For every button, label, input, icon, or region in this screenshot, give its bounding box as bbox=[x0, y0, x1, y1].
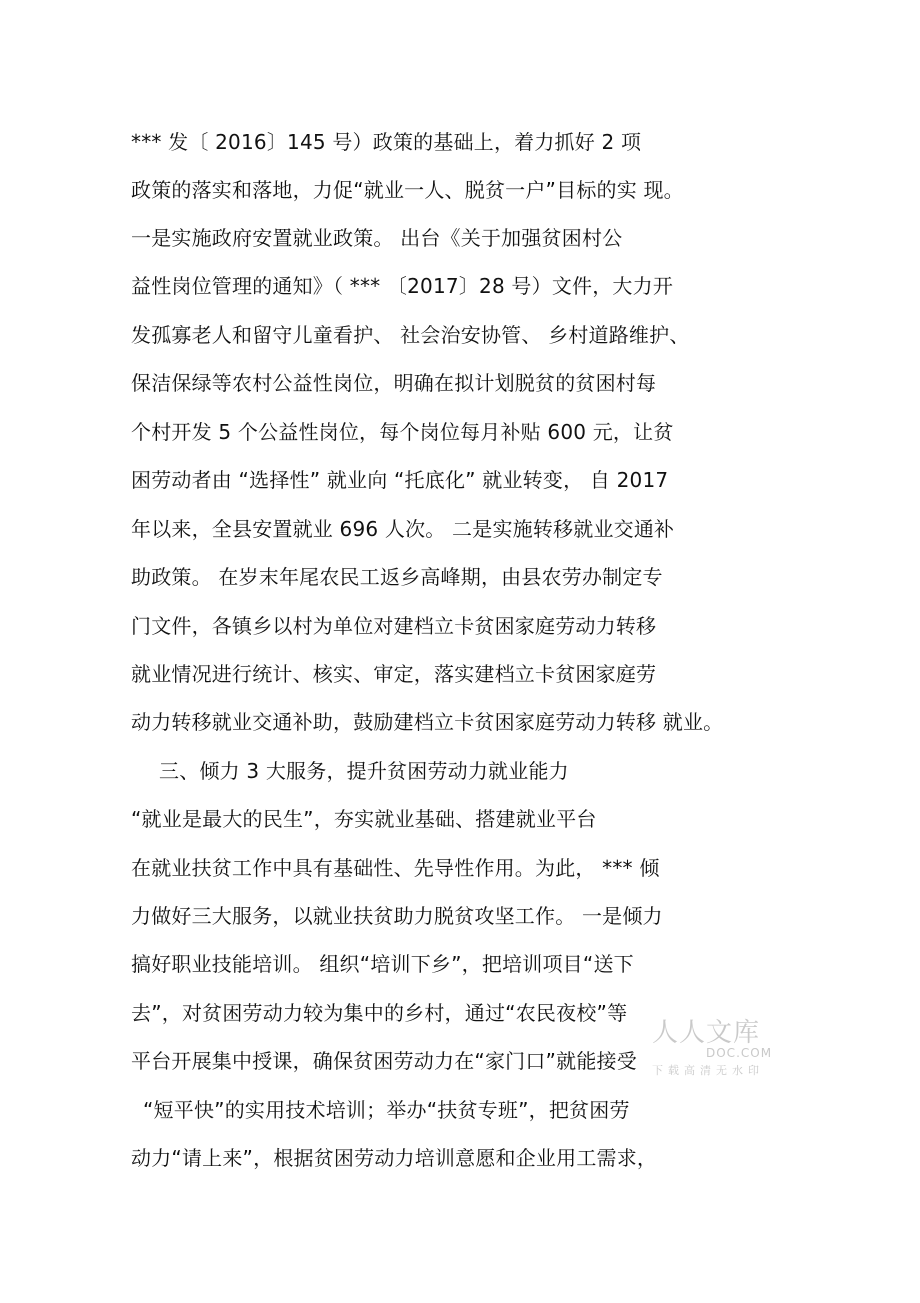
text-line: 去”，对贫困劳动力较为集中的乡村，通过“农民夜校”等 bbox=[131, 1001, 628, 1025]
section-heading: 三、倾力 3 大服务，提升贫困劳动力就业能力 bbox=[159, 759, 569, 783]
text-line: 发孤寡老人和留守儿童看护、 社会治安协管、 乡村道路维护、 bbox=[131, 323, 690, 347]
text-line: 就业情况进行统计、核实、审定，落实建档立卡贫困家庭劳 bbox=[131, 662, 657, 686]
text-line: 平台开展集中授课，确保贫困劳动力在“家门口”就能接受 bbox=[131, 1049, 637, 1073]
text-line: “短平快”的实用技术培训；举办“扶贫专班”，把贫困劳 bbox=[143, 1098, 630, 1122]
watermark-logo: 人人文库 bbox=[652, 1018, 761, 1048]
text-line: 搞好职业技能培训。 组织“培训下乡”，把培训项目“送下 bbox=[131, 952, 634, 976]
watermark-domain: DOC.COM bbox=[706, 1046, 773, 1060]
text-line: 动力转移就业交通补助，鼓励建档立卡贫困家庭劳动力转移 就业。 bbox=[131, 710, 724, 734]
text-line: 年以来，全县安置就业 696 人次。 二是实施转移就业交通补 bbox=[131, 517, 675, 541]
text-line: 益性岗位管理的通知》（ *** 〔2017〕28 号）文件，大力开 bbox=[131, 274, 674, 298]
text-line: 助政策。 在岁末年尾农民工返乡高峰期，由县农劳办制定专 bbox=[131, 565, 663, 589]
text-line: 动力“请上来”，根据贫困劳动力培训意愿和企业用工需求， bbox=[131, 1146, 658, 1170]
text-line: *** 发〔 2016〕145 号）政策的基础上，着力抓好 2 项 bbox=[131, 130, 642, 154]
text-line: 保洁保绿等农村公益性岗位，明确在拟计划脱贫的贫困村每 bbox=[131, 371, 657, 395]
text-line: 门文件，各镇乡以村为单位对建档立卡贫困家庭劳动力转移 bbox=[131, 614, 657, 638]
text-line: “就业是最大的民生”，夯实就业基础、搭建就业平台 bbox=[131, 807, 597, 831]
text-line: 在就业扶贫工作中具有基础性、先导性作用。为此， *** 倾 bbox=[131, 856, 660, 880]
watermark bbox=[652, 1012, 782, 1082]
text-line: 政策的落实和落地，力促“就业一人、脱贫一户”目标的实 现。 bbox=[131, 178, 684, 202]
text-line: 困劳动者由 “选择性” 就业向 “托底化” 就业转变， 自 2017 bbox=[131, 468, 669, 492]
text-line: 个村开发 5 个公益性岗位，每个岗位每月补贴 600 元，让贫 bbox=[131, 420, 674, 444]
watermark-slogan: 下载高清无水印 bbox=[652, 1064, 764, 1077]
text-line: 一是实施政府安置就业政策。 出台《关于加强贫困村公 bbox=[131, 226, 623, 250]
text-line: 力做好三大服务，以就业扶贫助力脱贫攻坚工作。 一是倾力 bbox=[131, 904, 663, 928]
